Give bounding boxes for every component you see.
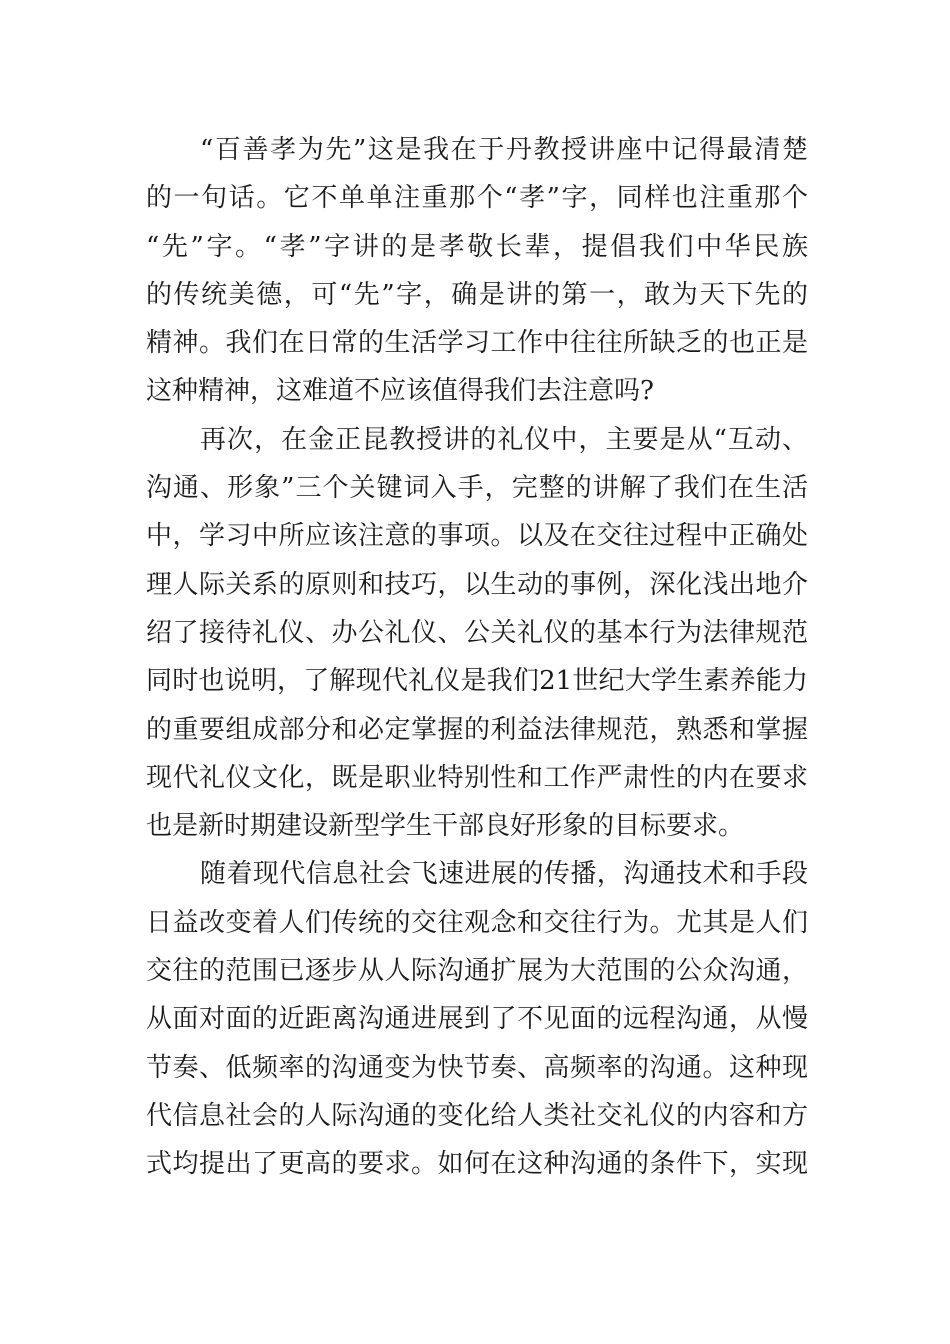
paragraph-3-line-7: 式均提出了更高的要求。如何在这种沟通的条件下，实现 bbox=[146, 1149, 808, 1180]
paragraph-3-line-5: 节奏、低频率的沟通变为快节奏、高频率的沟通。这种现 bbox=[146, 1052, 808, 1083]
paragraph-1-line-2: 的一句话。它不单单注重那个“孝”字，同样也注重那个 bbox=[146, 183, 808, 214]
paragraph-3-line-2: 日益改变着人们传统的交往观念和交往行为。尤其是人们 bbox=[146, 907, 808, 938]
paragraph-3-line-3: 交往的范围已逐步从人际沟通扩展为大范围的公众沟通， bbox=[146, 956, 808, 987]
paragraph-2-line-5: 绍了接待礼仪、办公礼仪、公关礼仪的基本行为法律规范 bbox=[146, 617, 808, 648]
paragraph-1-line-1: “百善孝为先”这是我在于丹教授讲座中记得最清楚 bbox=[200, 135, 808, 165]
paragraph-1-line-5: 精神。我们在日常的生活学习工作中往往所缺乏的也正是 bbox=[146, 328, 808, 359]
paragraph-2-line-7: 的重要组成部分和必定掌握的利益法律规范，熟悉和掌握 bbox=[146, 714, 808, 745]
body-text bbox=[146, 126, 808, 1189]
paragraph-1-line-3: “先”字。“孝”字讲的是孝敬长辈，提倡我们中华民族 bbox=[146, 231, 808, 262]
paragraph-3-line-1: 随着现代信息社会飞速进展的传播，沟通技术和手段 bbox=[200, 859, 808, 890]
paragraph-3-line-4: 从面对面的近距离沟通进展到了不见面的远程沟通，从慢 bbox=[146, 1004, 808, 1035]
paragraph-3-line-6: 代信息社会的人际沟通的变化给人类社交礼仪的内容和方 bbox=[146, 1100, 808, 1131]
paragraph-1-line-6: 这种精神，这难道不应该值得我们去注意吗? bbox=[146, 376, 654, 407]
paragraph-2-line-4: 理人际关系的原则和技巧，以生动的事例，深化浅出地介 bbox=[146, 569, 808, 600]
paragraph-2-line-9: 也是新时期建设新型学生干部良好形象的目标要求。 bbox=[146, 811, 745, 842]
paragraph-1-line-4: 的传统美德，可“先”字，确是讲的第一，敢为天下先的 bbox=[146, 279, 808, 310]
paragraph-2-line-6: 同时也说明，了解现代礼仪是我们21世纪大学生素养能力 bbox=[146, 666, 808, 697]
paragraph-2-line-1: 再次，在金正昆教授讲的礼仪中，主要是从“互动、 bbox=[200, 424, 808, 455]
paragraph-2-line-2: 沟通、形象”三个关键词入手，完整的讲解了我们在生活 bbox=[146, 473, 808, 504]
paragraph-2-line-3: 中，学习中所应该注意的事项。以及在交往过程中正确处 bbox=[146, 521, 808, 552]
paragraph-2-line-8: 现代礼仪文化，既是职业特别性和工作严肃性的内在要求 bbox=[146, 762, 808, 793]
